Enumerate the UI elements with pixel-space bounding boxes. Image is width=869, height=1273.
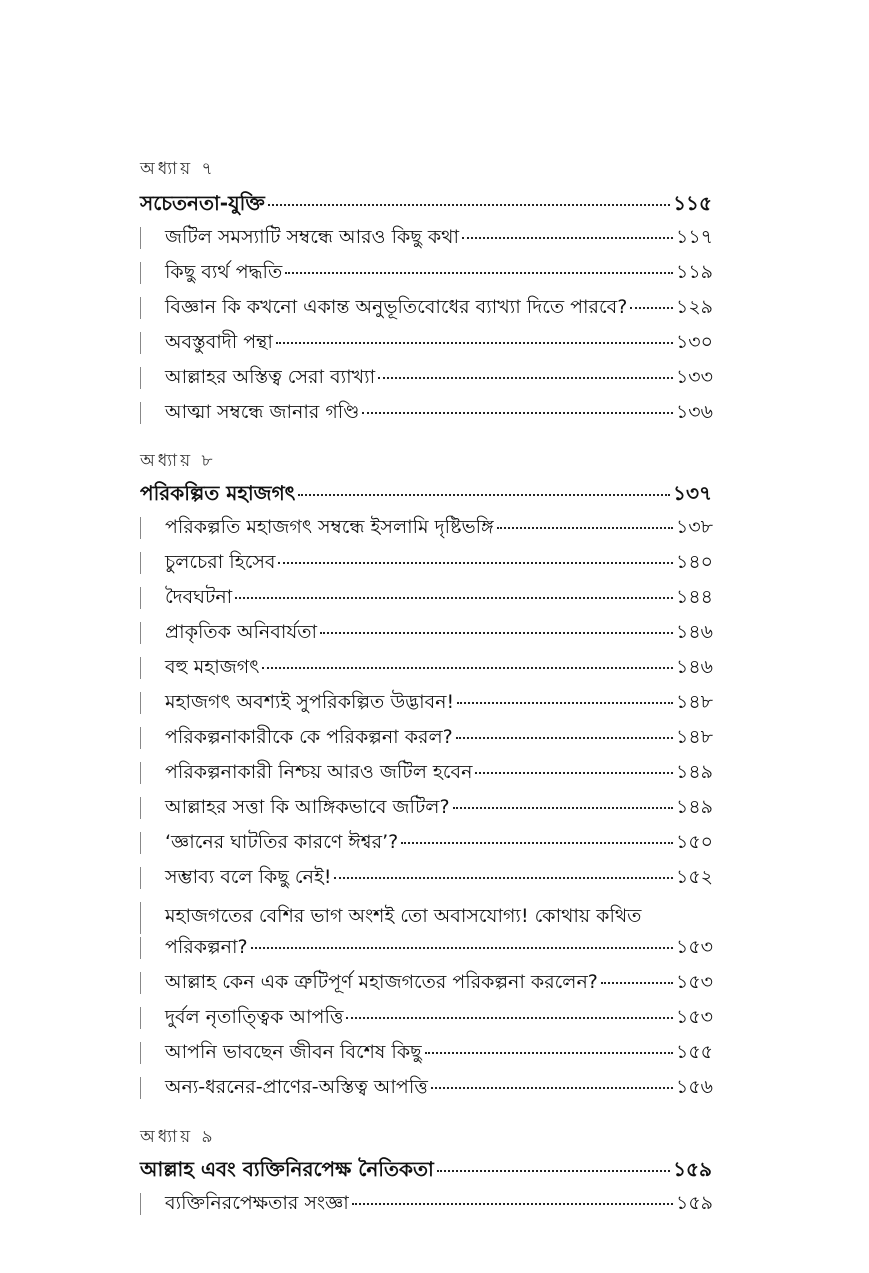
page-number: ১৪৯ bbox=[676, 761, 713, 783]
page-number: ১৪৯ bbox=[676, 796, 713, 818]
toc-entry bbox=[140, 972, 713, 994]
entry-title: আল্লাহ এবং ব্যক্তিনিরপেক্ষ নৈতিকতা bbox=[140, 1157, 434, 1181]
dot-leader bbox=[334, 877, 673, 879]
dot-leader bbox=[346, 1017, 673, 1019]
page-number: ১৫০ bbox=[675, 831, 713, 853]
toc-entry bbox=[140, 692, 713, 714]
page-number: ১৩০ bbox=[675, 331, 713, 353]
page-number: ১৩৮ bbox=[675, 516, 713, 538]
toc-entry bbox=[140, 1042, 713, 1064]
dot-leader bbox=[431, 1087, 673, 1089]
toc-entry bbox=[140, 867, 713, 889]
toc-entry bbox=[140, 297, 713, 319]
dot-leader bbox=[462, 237, 673, 239]
entry-title: পরিকল্পতি মহাজগৎ সম্বন্ধে ইসলামি দৃষ্টিভঙ্গি bbox=[165, 516, 494, 538]
dot-leader bbox=[437, 1170, 670, 1172]
entry-title: দৈবঘটনা bbox=[165, 586, 233, 608]
entry-title: পরিকল্পনা? bbox=[165, 936, 248, 958]
toc-entry bbox=[140, 937, 713, 959]
dot-leader bbox=[320, 632, 673, 634]
entry-title: আপনি ভাবছেন জীবন বিশেষ কিছু bbox=[165, 1041, 422, 1063]
dot-leader bbox=[298, 494, 670, 496]
page-number: ১৫৬ bbox=[675, 1076, 713, 1098]
page-number: ১৪৮ bbox=[676, 691, 713, 713]
dot-leader bbox=[352, 1203, 673, 1205]
page-number: ১৪৪ bbox=[676, 586, 713, 608]
toc-main-entry bbox=[140, 1158, 712, 1181]
entry-title-line: মহাজগতের বেশির ভাগ অংশই তো অবাসযোগ্য! কোথায় কথিত bbox=[140, 902, 713, 934]
entry-title: আল্লাহ কেন এক ত্রুটিপূর্ণ মহাজগতের পরিকল্পনা করলেন? bbox=[165, 971, 598, 993]
toc-entry bbox=[140, 517, 713, 539]
page-number: ১৫২ bbox=[675, 866, 713, 888]
toc-main-entry bbox=[140, 192, 712, 215]
entry-title: জটিল সমস্যাটি সম্বন্ধে আরও কিছু কথা bbox=[165, 226, 459, 248]
page-number: ১৫৩ bbox=[675, 1006, 713, 1028]
toc-entry bbox=[140, 367, 713, 389]
entry-title: সচেতনতা-যুক্তি bbox=[140, 191, 265, 215]
chapter-label: অধ্যায় ৮ bbox=[140, 451, 216, 471]
entry-title: অন্য-ধরনের-প্রাণের-অস্তিত্ব আপত্তি bbox=[165, 1076, 428, 1098]
dot-leader bbox=[457, 702, 673, 704]
dot-leader bbox=[497, 527, 673, 529]
entry-title: আল্লাহর অস্তিত্ব সেরা ব্যাখ্যা bbox=[165, 366, 376, 388]
toc-entry bbox=[140, 552, 713, 574]
entry-title: সম্ভাব্য বলে কিছু নেই! bbox=[165, 866, 332, 888]
page-number: ১৩৭ bbox=[673, 481, 712, 505]
page-number: ১৫৯ bbox=[676, 1192, 713, 1214]
page-number: ১৩৩ bbox=[675, 366, 713, 388]
page-number: ১২৯ bbox=[675, 296, 713, 318]
toc-main-entry bbox=[140, 482, 712, 505]
entry-title: বিজ্ঞান কি কখনো একান্ত অনুভূতিবোধের ব্যাখ্যা দিতে পারবে? bbox=[165, 296, 628, 318]
toc-entry bbox=[140, 1077, 713, 1099]
dot-leader bbox=[453, 807, 673, 809]
toc-entry bbox=[140, 1007, 713, 1029]
entry-title: পরিকল্পিত মহাজগৎ bbox=[140, 481, 296, 505]
page-number: ১৫৩ bbox=[675, 936, 713, 958]
toc-entry bbox=[140, 797, 713, 819]
page-number: ১৪০ bbox=[675, 551, 713, 573]
entry-title: পরিকল্পনাকারী নিশ্চয় আরও জটিল হবেন bbox=[165, 761, 473, 783]
toc-entry bbox=[140, 402, 713, 424]
entry-title: বহু মহাজগৎ bbox=[165, 656, 260, 678]
entry-title: চুলচেরা হিসেব bbox=[165, 551, 276, 573]
dot-leader bbox=[278, 562, 673, 564]
page-number: ১৫৯ bbox=[673, 1157, 712, 1181]
page-number: ১৪৬ bbox=[675, 621, 713, 643]
page-number: ১৫৫ bbox=[676, 1041, 713, 1063]
toc-entry bbox=[140, 762, 713, 784]
page-number: ১৩৬ bbox=[675, 401, 713, 423]
dot-leader bbox=[285, 272, 673, 274]
toc-entry bbox=[140, 832, 713, 854]
dot-leader bbox=[456, 737, 673, 739]
page-number: ১১৫ bbox=[673, 191, 712, 215]
toc-entry bbox=[140, 587, 713, 609]
chapter-label: অধ্যায় ৯ bbox=[140, 1127, 216, 1147]
dot-leader bbox=[401, 842, 673, 844]
entry-title: ব্যক্তিনিরপেক্ষতার সংজ্ঞা bbox=[165, 1192, 349, 1214]
entry-title: আত্মা সম্বন্ধে জানার গণ্ডি bbox=[165, 401, 360, 423]
page-number: ১৪৮ bbox=[676, 726, 713, 748]
dot-leader bbox=[425, 1052, 673, 1054]
page-number: ১১৯ bbox=[676, 261, 713, 283]
dot-leader bbox=[475, 772, 673, 774]
entry-title: ‘জ্ঞানের ঘাটতির কারণে ঈশ্বর’? bbox=[165, 831, 399, 853]
entry-title: অবস্তুবাদী পন্থা bbox=[165, 331, 273, 353]
toc-entry bbox=[140, 262, 713, 284]
dot-leader bbox=[630, 307, 673, 309]
entry-title: মহাজগৎ অবশ্যই সুপরিকল্পিত উদ্ভাবন! bbox=[165, 691, 455, 713]
dot-leader bbox=[378, 377, 673, 379]
toc-entry bbox=[140, 332, 713, 354]
dot-leader bbox=[276, 342, 673, 344]
chapter-label: অধ্যায় ৭ bbox=[140, 159, 216, 179]
dot-leader bbox=[251, 947, 673, 949]
toc-entry bbox=[140, 1193, 713, 1215]
page-number: ১১৭ bbox=[675, 226, 713, 248]
toc-entry bbox=[140, 227, 713, 249]
page-number: ১৪৬ bbox=[675, 656, 713, 678]
toc-entry bbox=[140, 622, 713, 644]
entry-title: পরিকল্পনাকারীকে কে পরিকল্পনা করল? bbox=[165, 726, 453, 748]
entry-title: প্রাকৃতিক অনিবার্যতা bbox=[165, 621, 318, 643]
dot-leader bbox=[362, 412, 673, 414]
toc-entry bbox=[140, 727, 713, 749]
dot-leader bbox=[235, 597, 673, 599]
dot-leader bbox=[601, 982, 673, 984]
page-number: ১৫৩ bbox=[675, 971, 713, 993]
entry-title: দুর্বল নৃতাত্ত্বিক আপত্তি bbox=[165, 1006, 344, 1028]
entry-title: আল্লাহর সত্তা কি আঙ্গিকভাবে জটিল? bbox=[165, 796, 450, 818]
entry-title: কিছু ব্যর্থ পদ্ধতি bbox=[165, 261, 283, 283]
dot-leader bbox=[262, 667, 673, 669]
toc-entry bbox=[140, 657, 713, 679]
dot-leader bbox=[268, 204, 670, 206]
